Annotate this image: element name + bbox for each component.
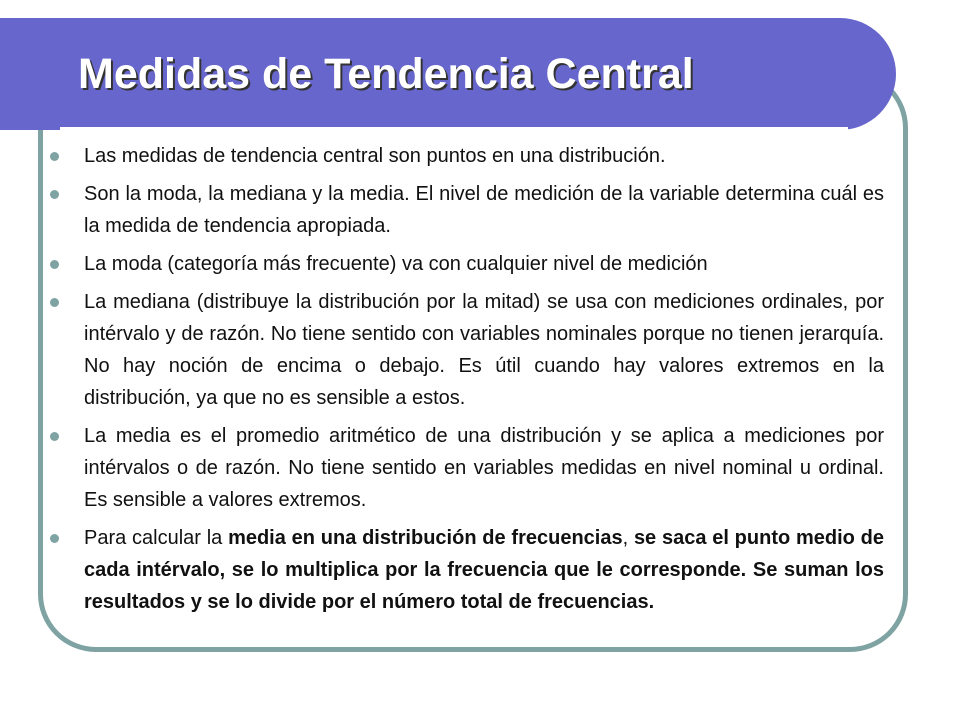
bullet-icon <box>50 190 59 199</box>
bullet-item <box>44 522 884 618</box>
bullet-text-bold: se saca el punto medio de cada intérvalo, se lo multiplica por la frecuencia que le corresponde. Se suman los resultados y se lo divide por el número total de frecuencias. <box>84 527 884 613</box>
bullet-text: La mediana (distribuye la distribución por la mitad) se usa con mediciones ordinales, por intérvalo y de razón. No tiene sentido con variables nominales porque no tienen jerarquía. No hay noción de encima o debajo. Es útil cuando hay valores extremos en la distribución, ya que no es sensible a estos. <box>84 291 884 409</box>
bullet-icon <box>50 152 59 161</box>
bullet-text-bold: media en una distribución de frecuencias <box>228 527 623 549</box>
bullet-item <box>44 286 884 414</box>
bullet-icon <box>50 260 59 269</box>
bullet-icon <box>50 432 59 441</box>
bullet-text-plain: , <box>622 527 634 549</box>
bullet-text: La moda (categoría más frecuente) va con cualquier nivel de medición <box>84 253 708 275</box>
bullet-item <box>44 178 884 242</box>
bullet-icon <box>50 298 59 307</box>
slide-title: Medidas de Tendencia Central <box>78 50 694 98</box>
bullet-item <box>44 248 884 280</box>
bullet-list <box>44 140 884 624</box>
bullet-item <box>44 420 884 516</box>
bullet-text: Son la moda, la mediana y la media. El nivel de medición de la variable determina cuál es la medida de tendencia apropiada. <box>84 183 884 237</box>
bullet-item <box>44 140 884 172</box>
bullet-text: Las medidas de tendencia central son puntos en una distribución. <box>84 145 666 167</box>
bullet-icon <box>50 534 59 543</box>
bullet-text-plain: Para calcular la <box>84 527 229 549</box>
bullet-text: La media es el promedio aritmético de una distribución y se aplica a mediciones por intérvalos o de razón. No tiene sentido en variables medidas en nivel nominal u ordinal. Es sensible a valores extremos. <box>84 425 884 511</box>
title-underline <box>60 127 848 131</box>
